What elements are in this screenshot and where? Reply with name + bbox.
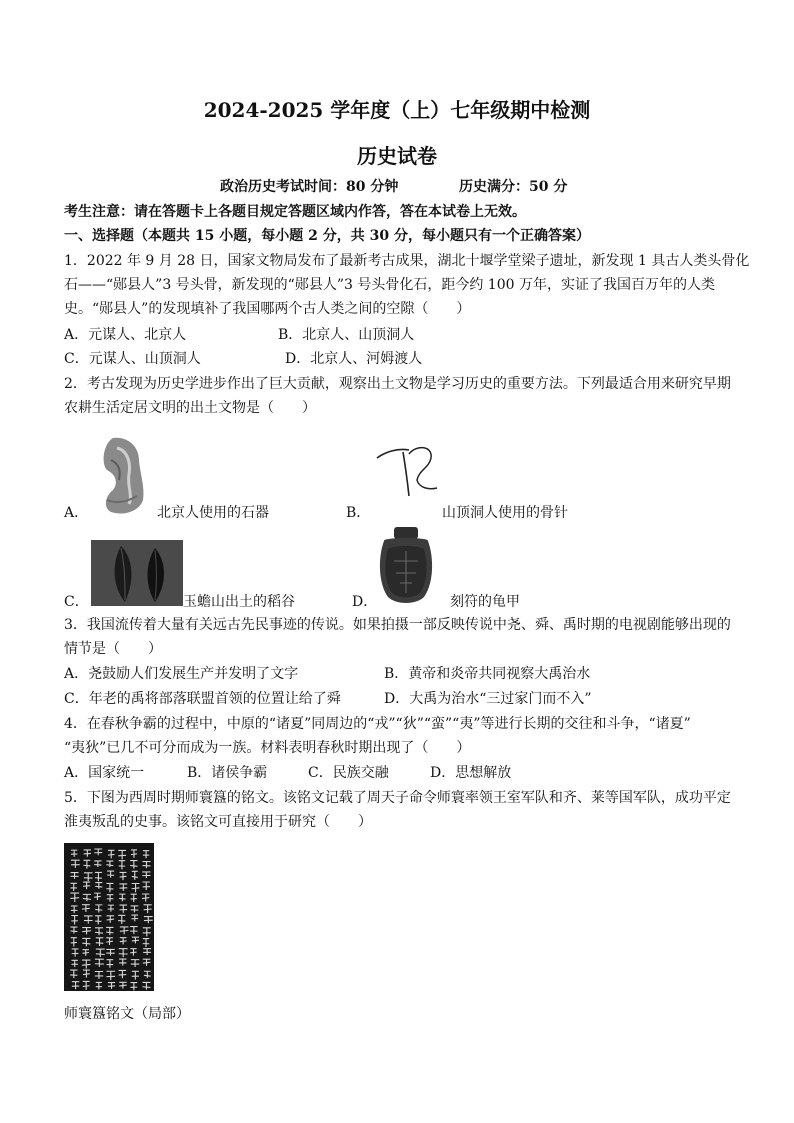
bronze-inscription-image bbox=[64, 843, 154, 991]
option-d: D．大禹为治水“三过家门而不入” bbox=[384, 691, 592, 707]
option-d: D．思想解放 bbox=[430, 765, 512, 781]
option-c: C．年老的禹将部落联盟首领的位置让给了舜 bbox=[64, 691, 341, 707]
question-text: “夷狄”已几不可分而成为一族。材料表明春秋时期出现了（ ） bbox=[64, 740, 471, 756]
question-text: 石——“郧县人”3 号头骨，新发现的“郧县人”3 号头骨化石，距今约 100 万年，实证了我国百万年的人类 bbox=[64, 277, 715, 293]
question-text: 4．在春秋争霸的过程中，中原的“诸夏”同周边的“戎”“狄”“蛮”“夷”等进行长期的交往和斗争，“诸夏” bbox=[64, 716, 691, 732]
option-a: A．元谋人、北京人 bbox=[64, 327, 187, 343]
option-b: B．北京人、山顶洞人 bbox=[278, 327, 415, 343]
page-subtitle: 历史试卷 bbox=[357, 144, 437, 168]
full-score: 历史满分：50 分 bbox=[459, 179, 568, 195]
option-a: A．尧鼓励人们发展生产并发明了文字 bbox=[64, 666, 299, 682]
question-text: 农耕生活定居文明的出土文物是（ ） bbox=[64, 400, 316, 416]
rice-grain-image bbox=[91, 540, 183, 606]
option-c: C．元谋人、山顶洞人 bbox=[64, 351, 201, 367]
question-text: 淮夷叛乱的史事。该铭文可直接用于研究（ ） bbox=[64, 814, 372, 830]
stone-tool-image bbox=[93, 430, 155, 520]
option-b: B．黄帝和炎帝共同视察大禹治水 bbox=[384, 666, 591, 682]
option-a: A． bbox=[64, 505, 89, 521]
caption-inscription: 师寰簋铭文（局部） bbox=[64, 1006, 190, 1022]
page-title: 2024-2025 学年度（上）七年级期中检测 bbox=[203, 98, 591, 122]
question-text: 史。“郧县人”的发现填补了我国哪两个古人类之间的空隙（ ） bbox=[64, 301, 471, 317]
option-c: C．民族交融 bbox=[308, 765, 389, 781]
caption-bone-needle: 山顶洞人使用的骨针 bbox=[442, 505, 568, 521]
turtle-shell-image bbox=[376, 527, 436, 605]
question-text: 情节是（ ） bbox=[64, 641, 162, 657]
caption-stone-tool: 北京人使用的石器 bbox=[157, 505, 269, 521]
question-text: 5．下图为西周时期师寰簋的铭文。该铭文记载了周天子命令师寰率领王室军队和齐、莱等国军队，成功平定 bbox=[64, 790, 731, 806]
option-b: B．诸侯争霸 bbox=[187, 765, 268, 781]
option-a: A．国家统一 bbox=[64, 765, 145, 781]
section-heading: 一、选择题（本题共 15 小题，每小题 2 分，共 30 分，每小题只有一个正确答案） bbox=[64, 228, 590, 244]
option-d: D． bbox=[352, 594, 378, 610]
option-d: D．北京人、河姆渡人 bbox=[285, 351, 423, 367]
exam-notice: 考生注意：请在答题卡上各题目规定答题区域内作答，答在本试卷上无效。 bbox=[64, 204, 526, 220]
caption-turtle-shell: 刻符的龟甲 bbox=[450, 594, 520, 610]
caption-rice-grain: 玉蟾山出土的稻谷 bbox=[183, 594, 295, 610]
question-text: 1．2022 年 9 月 28 日，国家文物局发布了最新考古成果，湖北十堰学堂梁子遗址，新发现 1 具古人类头骨化 bbox=[64, 253, 750, 269]
question-text: 2．考古发现为历史学进步作出了巨大贡献，观察出土文物是学习历史的重要方法。下列最适合用来研究早期 bbox=[64, 376, 731, 392]
option-b: B． bbox=[346, 505, 371, 521]
question-text: 3．我国流传着大量有关远古先民事迹的传说。如果拍摄一部反映传说中尧、舜、禹时期的电视剧能够出现的 bbox=[64, 617, 731, 633]
exam-time: 政治历史考试时间：80 分钟 bbox=[220, 179, 399, 195]
option-c: C． bbox=[64, 594, 89, 610]
bone-needle-image bbox=[373, 440, 443, 500]
